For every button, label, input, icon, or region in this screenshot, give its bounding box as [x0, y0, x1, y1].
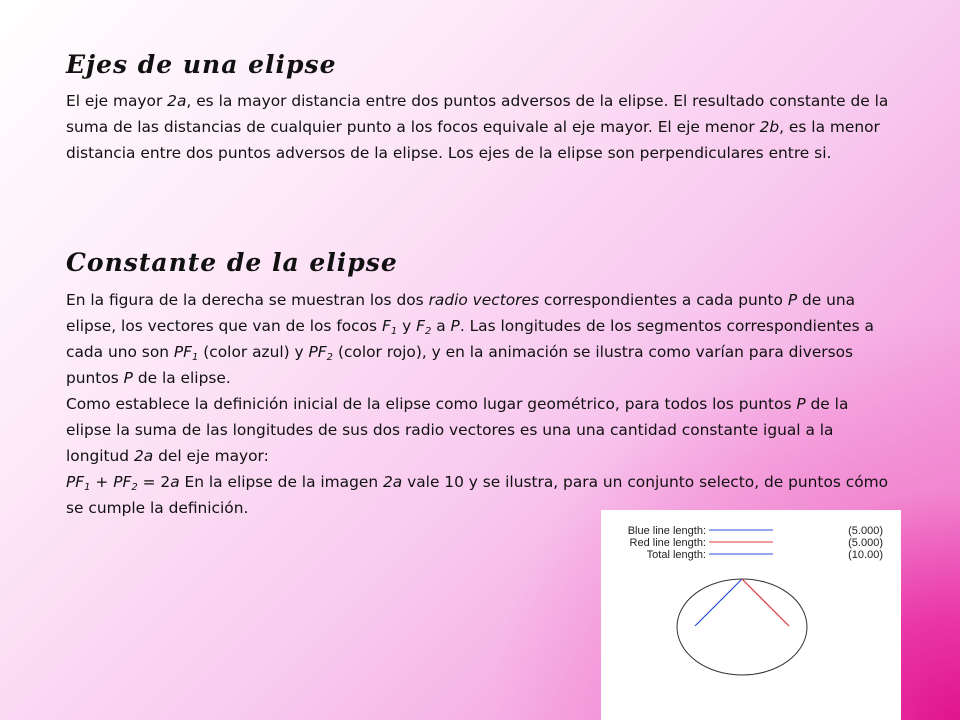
legend-value: (5.000) [848, 537, 883, 549]
figure-legend [628, 525, 883, 561]
section-title-ejes: Ejes de una elipse [66, 50, 337, 79]
red-radius-vector [742, 579, 789, 626]
legend-label: Total length: [646, 549, 706, 561]
section-title-constante: Constante de la elipse [66, 248, 398, 277]
paragraph-ejes: El eje mayor 2a, es la mayor distancia entre dos puntos adversos de la elipse. El resultado constante de la suma de las distancias de cualquier punto a los focos equivale al eje mayor. El eje menor 2b, es la menor distancia entre dos puntos adversos de la elipse. Los ejes de la elipse son perpendiculares entre si. [66, 92, 889, 162]
blue-radius-vector [695, 579, 742, 626]
legend-value: (10.00) [848, 549, 883, 561]
ellipse-figure [601, 510, 901, 720]
legend-label: Blue line length: [627, 525, 706, 537]
legend-value: (5.000) [848, 525, 883, 537]
paragraph-constante: En la figura de la derecha se muestran los dos radio vectores correspondientes a cada punto P de una elipse, los vectores que van de los focos $F_1$ y $F_2$ a P. Las longitudes de los segmentos correspondientes a cada uno son $PF_1$ (color azul) y $PF_2$ (color rojo), y en la animación se ilustra como varían para diversos puntos P de la elipse. Como establece la definición inicial de la elipse como lugar geométrico, para todos los puntos P de la elipse la suma de las longitudes de sus dos radio vectores es una una cantidad constante igual a la longitud 2a del eje mayor: $PF_1 + PF_2 = 2a$ En la elipse de la imagen 2a vale 10 y se ilustra, para un conjunto selecto, de puntos cómo se cumple la definición. [66, 291, 889, 517]
ellipse-shape [677, 579, 807, 675]
legend-label: Red line length: [629, 537, 706, 549]
